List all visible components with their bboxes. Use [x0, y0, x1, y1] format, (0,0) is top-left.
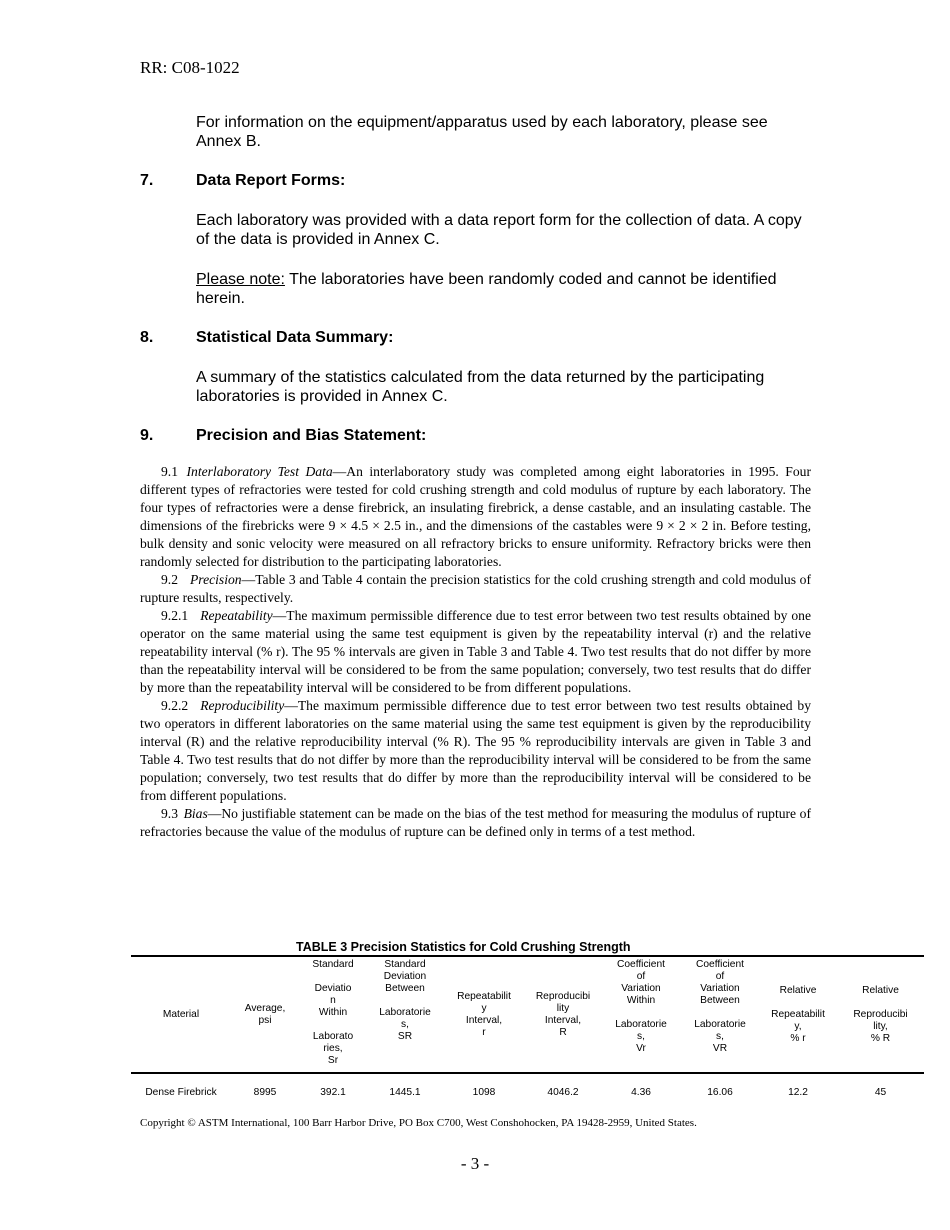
header-cv-between — [681, 956, 759, 1073]
section-7-body: Each laboratory was provided with a data report form for the collection of data. A copy of the data is provided in Annex C. — [196, 212, 802, 248]
header-line: r — [482, 1026, 486, 1038]
section-8-body: A summary of the statistics calculated from the data returned by the participating laboratories is provided in Annex C. — [196, 369, 765, 405]
header-line: Within — [318, 1007, 348, 1018]
header-line: of — [715, 971, 725, 982]
paragraph-9-2-2 — [140, 697, 811, 805]
cell-cv-between: 16.06 — [707, 1087, 733, 1098]
header-relative-repeatability — [759, 956, 837, 1073]
header-line: SR — [397, 1031, 413, 1042]
paragraph-9-1-text: —An interlaboratory study was completed among eight laboratories in 1995. Four different types of refractories were tested for cold crushing strength and cold modulus of rupture by each laboratory. The four types of refractories were a dense firebrick, an insulating firebrick, a dense castable, and an insulating castable. The dimensions of the firebricks were 9 × 4.5 × 2.5 in., and the dimensions of the castables were 9 × 2 × 2 in. Before testing, bulk density and sonic velocity were measured on all refractory bricks to ensure uniformity. Refractory bricks were then randomly selected for distribution to the participating laboratories. — [140, 464, 811, 569]
header-line: s, — [401, 1019, 409, 1030]
section-9-heading — [140, 427, 426, 445]
header-repeatability — [443, 956, 525, 1073]
header-line — [838, 997, 923, 1009]
paragraph-9-2-text: —Table 3 and Table 4 contain the precision statistics for the cold crushing strength and cold modulus of rupture results, respectively. — [140, 572, 811, 605]
header-line — [682, 1007, 758, 1019]
section-8-number: 8. — [140, 329, 154, 346]
header-cv-within — [601, 956, 681, 1073]
paragraph-9-2-2-title: Reproducibility — [200, 698, 285, 713]
paragraph-9-3-number: 9.3 — [161, 806, 178, 821]
header-sd-between — [367, 956, 443, 1073]
cell-reproducibility: 4046.2 — [547, 1087, 579, 1098]
paragraph-9-2-1-text: —The maximum permissible difference due to test error between two test results obtained by one operator on the same material using the same test equipment is given by the repeatability interval (r) and the relative repeatability interval (% r). The 95 % intervals are given in Table 3 and Table 4. Two test results that do not differ by more than the repeatability interval will be considered to be from the same population; conversely, two test results that do differ by more than the repeatability interval will be considered to be from different populations. — [140, 608, 811, 695]
table-header-row — [131, 956, 924, 1073]
paragraph-9-2-number: 9.2 — [161, 572, 178, 587]
header-line: Within — [626, 995, 656, 1006]
header-line: Repeatabilit — [457, 990, 511, 1002]
header-line: Between — [385, 983, 425, 994]
header-line: y — [481, 1002, 487, 1014]
header-sd-within — [299, 956, 367, 1073]
header-relative-reproducibility — [837, 956, 924, 1073]
cell-average: 8995 — [253, 1087, 277, 1098]
section-9-number: 9. — [140, 427, 154, 444]
header-line: Standard — [312, 959, 354, 970]
copyright-notice: Copyright © ASTM International, 100 Barr Harbor Drive, PO Box C700, West Conshohocken, PA 19428-2959, United States. — [140, 1117, 697, 1129]
paragraph-9-2 — [140, 571, 811, 607]
header-line: Laboratorie — [615, 1019, 667, 1030]
section-7-heading — [140, 172, 345, 190]
cell-material: Dense Firebrick — [145, 1087, 217, 1098]
header-line — [760, 997, 836, 1009]
paragraph-9-3-title: Bias — [183, 806, 208, 821]
header-line: Reproducibi — [853, 1008, 908, 1020]
header-line: VR — [712, 1043, 728, 1054]
header-line: n — [330, 995, 336, 1006]
header-line: Coefficient — [617, 959, 665, 970]
header-line: lity — [556, 1002, 570, 1014]
precision-bias-text — [140, 463, 811, 841]
section-8-title: Statistical Data Summary: — [196, 329, 394, 346]
header-line: Relative — [862, 984, 899, 996]
header-line: Variation — [700, 983, 740, 994]
header-line — [368, 995, 442, 1007]
table-row — [131, 1073, 924, 1112]
header-line: R — [559, 1026, 567, 1038]
header-line: % R — [870, 1032, 891, 1044]
header-line: Laboratorie — [379, 1007, 431, 1018]
paragraph-9-3 — [140, 805, 811, 841]
paragraph-9-2-title: Precision — [190, 572, 242, 587]
header-line: s, — [716, 1031, 724, 1042]
page-number: - 3 - — [460, 1154, 490, 1173]
header-line — [300, 1019, 366, 1031]
cell-cv-within: 4.36 — [631, 1087, 651, 1098]
header-line: Repeatabilit — [771, 1008, 825, 1020]
header-line: Average, — [244, 1002, 286, 1014]
note-label: Please note: — [196, 271, 285, 288]
header-line: Coefficient — [696, 959, 744, 970]
header-line: % r — [790, 1032, 806, 1044]
cell-sd-within: 392.1 — [320, 1087, 346, 1098]
paragraph-9-2-1-title: Repeatability — [200, 608, 273, 623]
header-line: of — [636, 971, 646, 982]
paragraph-9-2-2-number: 9.2.2 — [161, 698, 189, 713]
paragraph-9-2-1 — [140, 607, 811, 697]
header-line: s, — [637, 1031, 645, 1042]
section-7-number: 7. — [140, 172, 154, 189]
header-line — [602, 1007, 680, 1019]
header-average — [231, 956, 299, 1073]
header-line: Laboratorie — [694, 1019, 746, 1030]
header-line: Vr — [636, 1043, 646, 1054]
paragraph-9-2-1-number: 9.2.1 — [161, 608, 189, 623]
header-line: Between — [700, 995, 740, 1006]
cell-relative-repeatability: 12.2 — [788, 1087, 808, 1098]
paragraph-9-1 — [140, 463, 811, 571]
header-line: Sr — [327, 1055, 339, 1066]
note-text: The laboratories have been randomly coded and cannot be identified herein. — [196, 271, 777, 307]
cell-repeatability: 1098 — [472, 1087, 496, 1098]
cell-sd-between: 1445.1 — [389, 1087, 421, 1098]
header-line: Interval, — [544, 1014, 582, 1026]
precision-statistics-table — [131, 955, 924, 1112]
header-line — [300, 971, 366, 983]
header-line: y, — [794, 1020, 802, 1032]
paragraph-9-1-title: Interlaboratory Test Data — [186, 464, 333, 479]
header-reproducibility — [525, 956, 601, 1073]
section-8-heading — [140, 329, 393, 347]
header-line: Deviation — [383, 971, 427, 982]
header-material: Material — [131, 956, 231, 1073]
header-line: Interval, — [465, 1014, 503, 1026]
document-id-header: RR: C08-1022 — [140, 58, 240, 77]
equipment-paragraph: For information on the equipment/apparatus used by each laboratory, please see Annex B. — [196, 114, 768, 150]
header-line: Reproducibi — [535, 990, 591, 1002]
header-line: Laborato — [312, 1031, 354, 1042]
paragraph-9-3-text: —No justifiable statement can be made on the bias of the test method for measuring the modulus of rupture of refractories because the value of the modulus of rupture can be defined only in terms of a test method. — [140, 806, 811, 839]
header-line: Relative — [779, 984, 817, 996]
paragraph-9-2-2-text: —The maximum permissible difference due to test error between two test results obtained by two operators in different laboratories on the same material using the same test equipment is given by the reproducibility interval (R) and the relative reproducibility interval (% R). The 95 % reproducibility intervals are given in Table 3 and Table 4. Two test results that do not differ by more than the reproducibility interval will be considered to be from the same population; conversely, two test results that do differ by more than the reproducibility interval will be considered to be from different populations. — [140, 698, 811, 803]
header-line: Standard — [384, 959, 426, 970]
header-line: Deviatio — [314, 983, 352, 994]
section-9-title: Precision and Bias Statement: — [196, 427, 427, 444]
cell-relative-reproducibility: 45 — [874, 1087, 887, 1098]
table-3-title: TABLE 3 Precision Statistics for Cold Crushing Strength — [296, 940, 631, 954]
header-line: psi — [258, 1014, 272, 1026]
header-line: ries, — [323, 1043, 343, 1054]
section-7-note — [196, 270, 816, 308]
header-line: lity, — [873, 1020, 888, 1032]
section-7-title: Data Report Forms: — [196, 172, 346, 189]
paragraph-9-1-number: 9.1 — [161, 464, 178, 479]
header-line: Variation — [621, 983, 661, 994]
